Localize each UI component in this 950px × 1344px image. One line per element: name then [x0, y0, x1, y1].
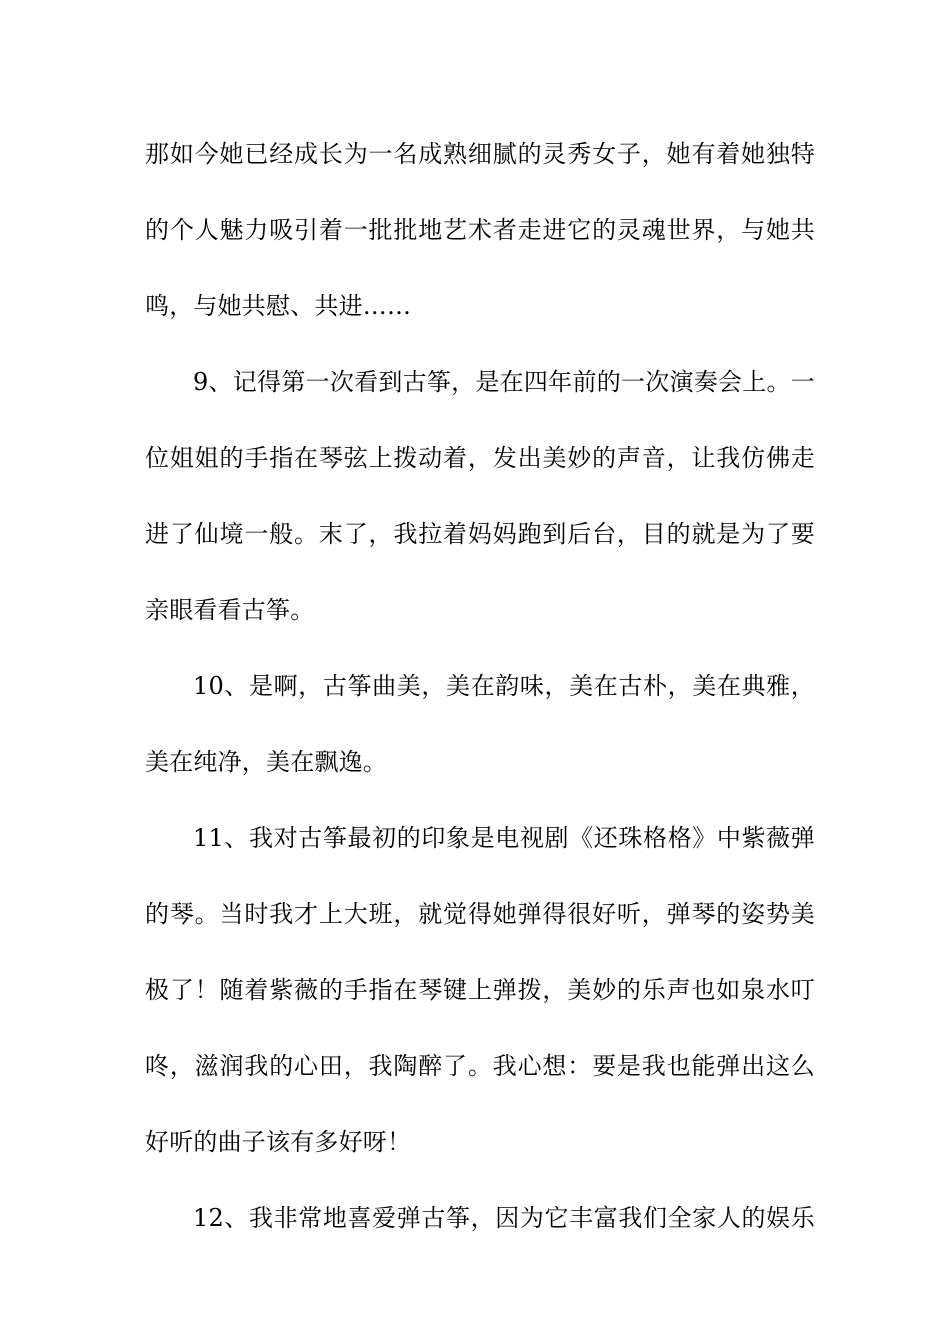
text-line: 咚，滋润我的心田，我陶醉了。我心想：要是我也能弹出这么: [145, 1052, 815, 1080]
text-line: 极了！随着紫薇的手指在琴键上弹拨，美妙的乐声也如泉水叮: [145, 976, 815, 1004]
text-line: 的琴。当时我才上大班，就觉得她弹得很好听，弹琴的姿势美: [145, 900, 815, 928]
text-line: 美在纯净，美在飘逸。: [145, 748, 387, 776]
text-line: 亲眼看看古筝。: [145, 596, 315, 624]
text-line: 的个人魅力吸引着一批批地艺术者走进它的灵魂世界，与她共: [145, 216, 815, 244]
text-line: 位姐姐的手指在琴弦上拨动着，发出美妙的声音，让我仿佛走: [145, 444, 815, 472]
text-line: 鸣，与她共慰、共进……: [145, 292, 412, 320]
text-line: 11、我对古筝最初的印象是电视剧《还珠格格》中紫薇弹: [193, 824, 815, 852]
text-line: 那如今她已经成长为一名成熟细腻的灵秀女子，她有着她独特: [145, 140, 815, 168]
text-line: 进了仙境一般。末了，我拉着妈妈跑到后台，目的就是为了要: [145, 520, 815, 548]
text-line: 9、记得第一次看到古筝，是在四年前的一次演奏会上。一: [193, 368, 815, 396]
text-line: 好听的曲子该有多好呀！: [145, 1128, 412, 1156]
text-line: 10、是啊，古筝曲美，美在韵味，美在古朴，美在典雅，: [193, 672, 815, 700]
text-line: 12、我非常地喜爱弹古筝，因为它丰富我们全家人的娱乐: [193, 1204, 815, 1232]
body-text: [145, 129, 815, 1269]
